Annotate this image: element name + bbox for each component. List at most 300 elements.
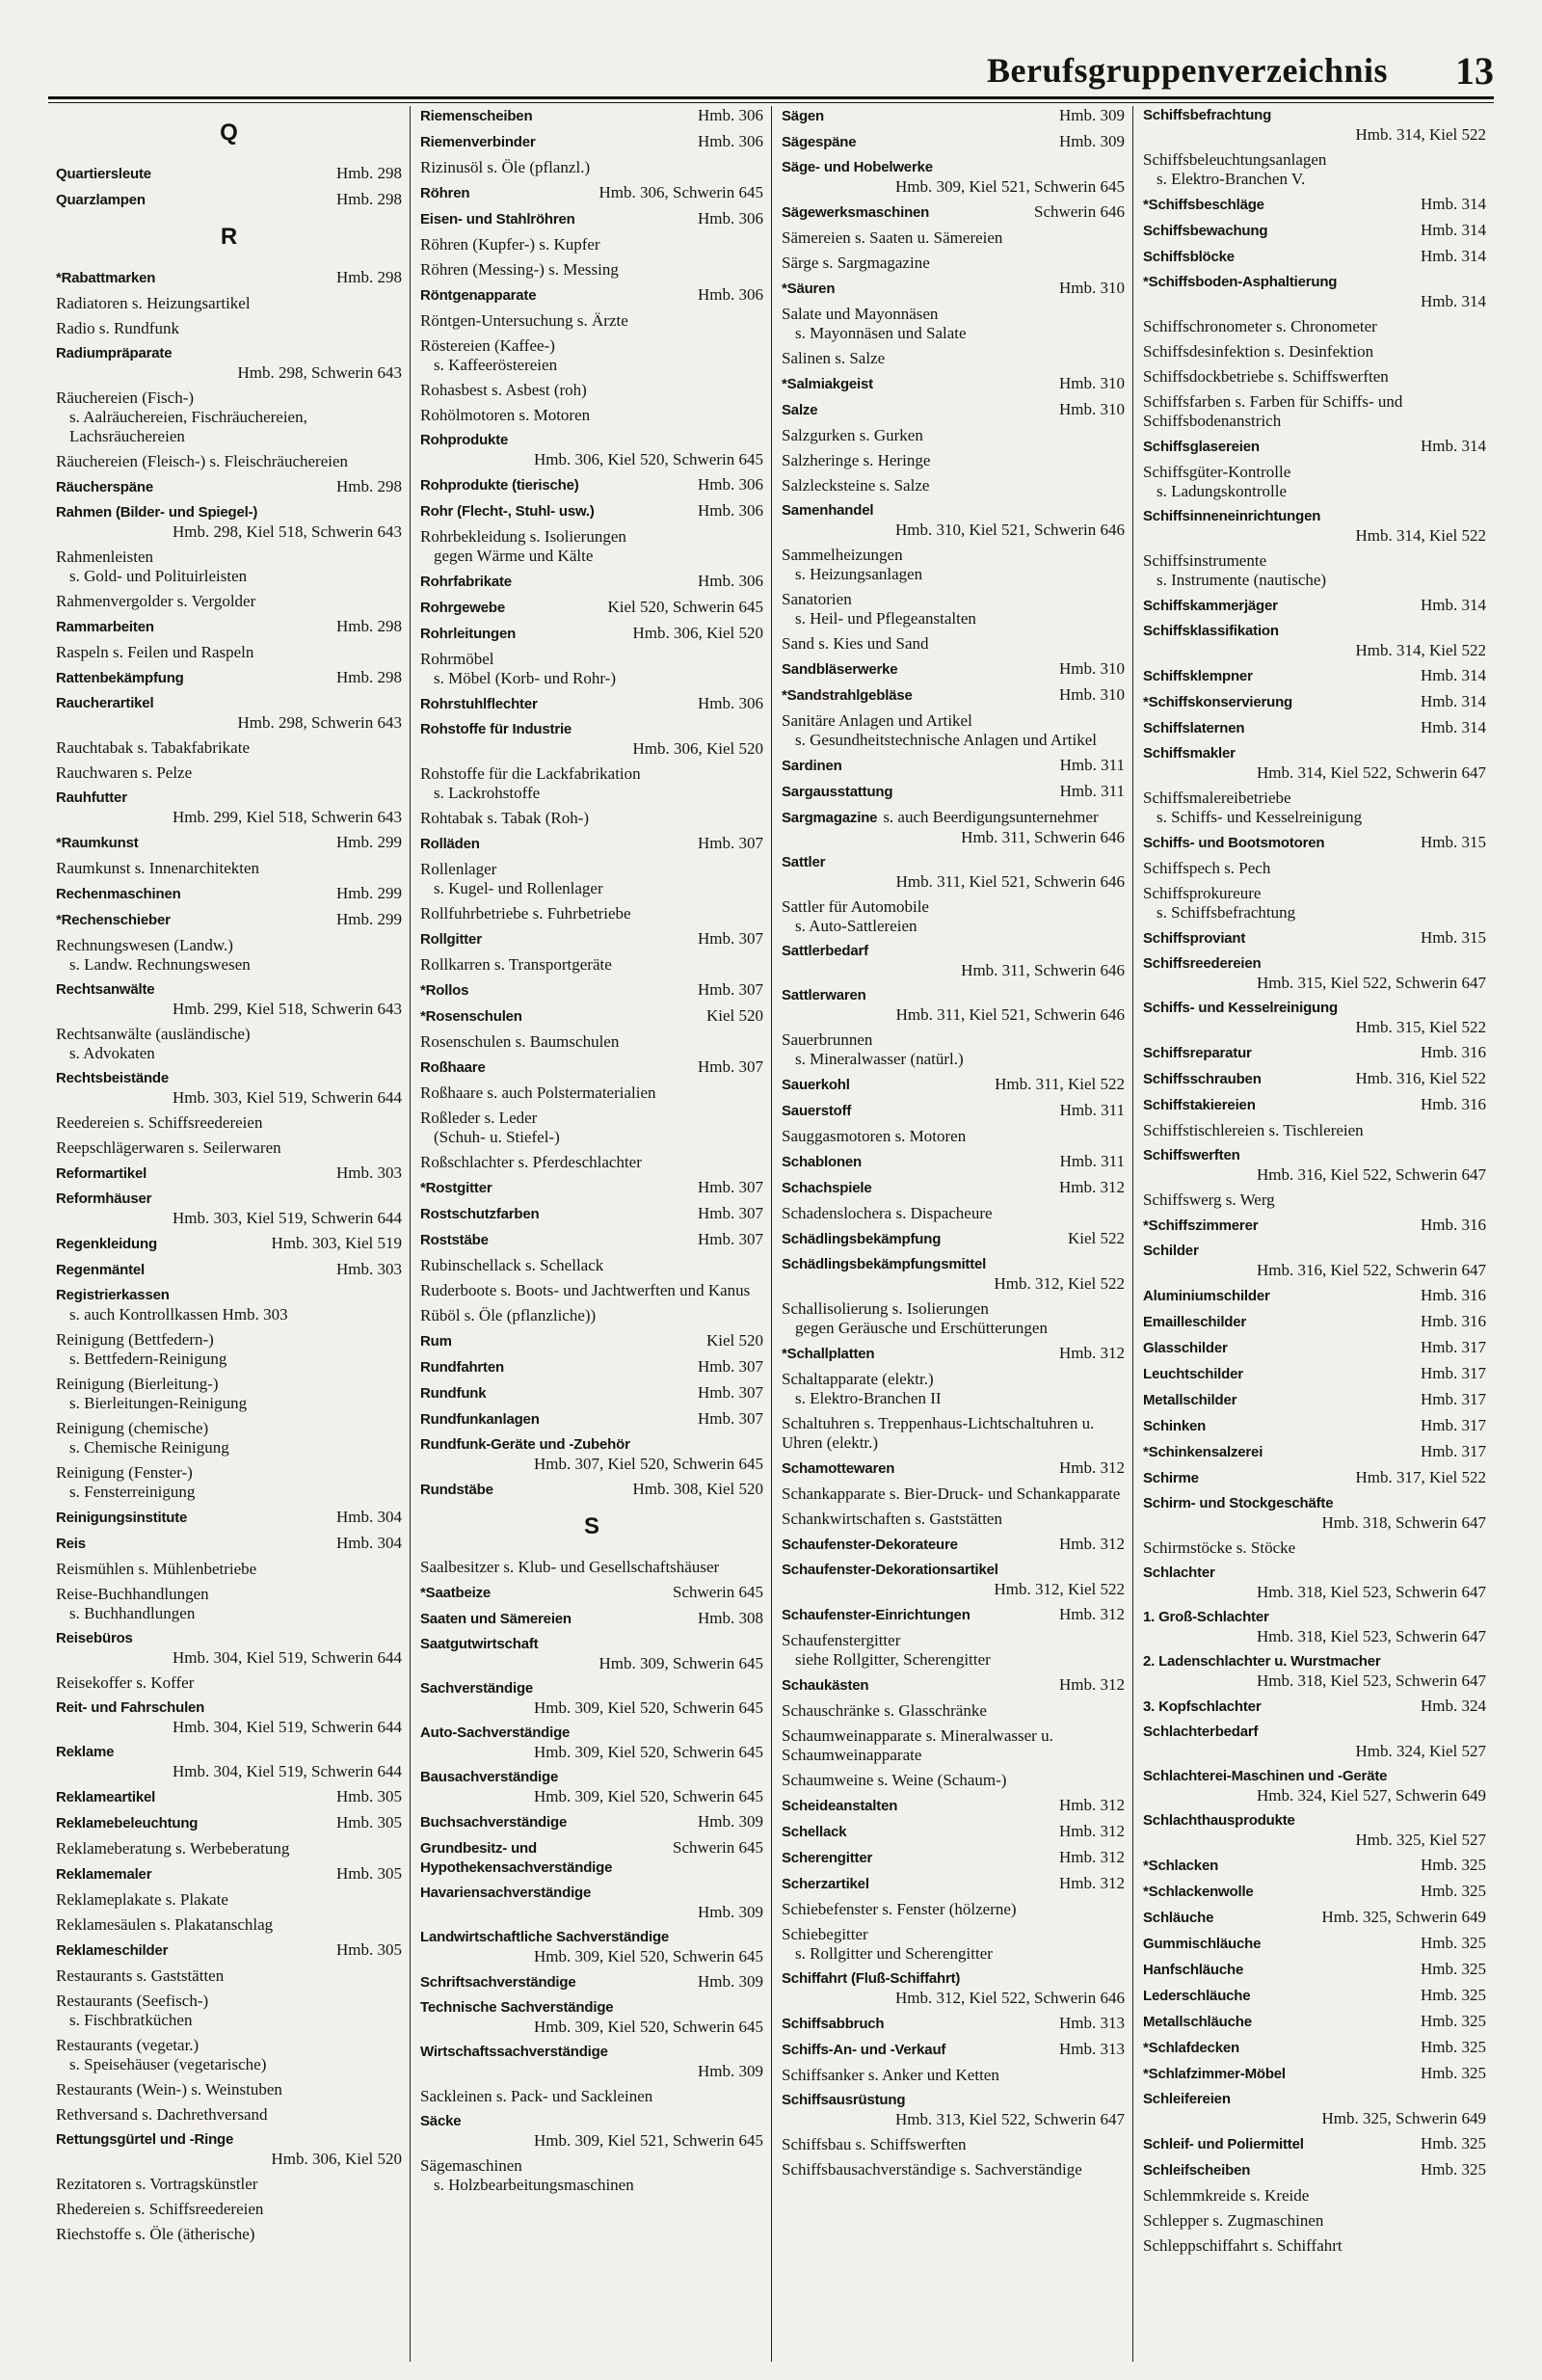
directory-entry — [1143, 744, 1486, 783]
entry-term: *Schiffszimmerer — [1143, 1217, 1259, 1234]
entry-term: Sägespäne — [782, 134, 857, 150]
entry-location: Hmb. 325 — [1421, 2134, 1486, 2153]
entry-location: Hmb. 325 — [1421, 2160, 1486, 2179]
directory-entry — [1143, 1338, 1486, 1358]
entry-subline: Hmb. 324, Kiel 527, Schwerin 649 — [1257, 1786, 1486, 1805]
entry-line — [1143, 1856, 1486, 1876]
directory-entry — [1143, 2186, 1486, 2206]
entry-term: Schlachterei-Maschinen und -Geräte — [1143, 1768, 1388, 1784]
entry-text: Schaumweinapparate s. Mineralwasser u. Schaumweinapparate — [782, 1726, 1053, 1764]
entry-line — [420, 2156, 763, 2176]
directory-entry — [420, 572, 763, 592]
entry-line — [56, 2200, 402, 2219]
entry-line — [1143, 2236, 1486, 2256]
entry-location: Hmb. 313 — [1059, 2040, 1125, 2058]
entry-text: Schiffsinstrumente — [1143, 551, 1267, 570]
entry-line — [56, 1163, 402, 1184]
entry-line — [420, 1998, 763, 2018]
entry-line — [1143, 596, 1486, 616]
entry-line — [56, 1113, 402, 1133]
directory-entry — [782, 986, 1125, 1025]
directory-entry — [1143, 2038, 1486, 2058]
entry-line — [420, 1812, 763, 1832]
directory-entry — [782, 279, 1125, 299]
entry-location: Hmb. 325 — [1421, 1986, 1486, 2004]
entry-term: *Schiffsboden-Asphaltierung — [1143, 274, 1338, 290]
entry-subline: s. Heizungsanlagen — [795, 565, 923, 583]
entry-term: Scherengitter — [782, 1850, 873, 1866]
entry-line — [56, 910, 402, 930]
entry-line — [420, 1972, 763, 1992]
entry-term: Sargmagazine — [782, 810, 878, 826]
directory-entry — [1143, 1095, 1486, 1115]
page-number: 13 — [1455, 49, 1494, 93]
entry-line — [56, 1463, 402, 1483]
entry-term: Gummischläuche — [1143, 1936, 1262, 1952]
directory-entry — [56, 1069, 402, 1108]
entry-line — [420, 1838, 763, 1878]
entry-line — [782, 1631, 1125, 1650]
entry-term: Schädlingsbekämpfung — [782, 1231, 942, 1247]
entry-subline: Hmb. 318, Kiel 523, Schwerin 647 — [1257, 1671, 1486, 1690]
entry-location: Hmb. 311, Kiel 522 — [995, 1075, 1125, 1093]
directory-entry — [56, 694, 402, 733]
entry-line — [56, 344, 402, 363]
entry-line — [782, 1344, 1125, 1364]
entry-location: Hmb. 325 — [1421, 2064, 1486, 2082]
entry-line — [1143, 1652, 1486, 1671]
entry-location: Kiel 522 — [1067, 1229, 1125, 1247]
entry-text: Schiffspech s. Pech — [1143, 859, 1271, 877]
entry-term: Rundfunkanlagen — [420, 1411, 540, 1428]
directory-entry — [420, 1812, 763, 1832]
entry-subline: s. Bierleitungen-Reinigung — [69, 1394, 248, 1412]
entry-term: Schriftsachverständige — [420, 1974, 576, 1991]
directory-entry — [782, 1414, 1125, 1453]
entry-text: Rechnungswesen (Landw.) — [56, 936, 233, 954]
entry-line — [1143, 2211, 1486, 2231]
entry-subline: Hmb. 306, Kiel 520 — [271, 2150, 402, 2168]
entry-location: Hmb. 314 — [1421, 247, 1486, 265]
entry-line — [1143, 195, 1486, 215]
entry-term: Roßhaare — [420, 1059, 486, 1076]
entry-subline: Hmb. 314 — [1421, 292, 1486, 310]
entry-term: Reformartikel — [56, 1165, 147, 1182]
entry-line — [782, 254, 1125, 273]
entry-term: Sargausstattung — [782, 784, 893, 800]
directory-entry — [782, 634, 1125, 654]
entry-term: *Schinkensalzerei — [1143, 1444, 1263, 1460]
entry-term: Schiffs- und Bootsmotoren — [1143, 835, 1325, 851]
directory-entry — [56, 833, 402, 853]
section-letter: R — [220, 224, 238, 250]
entry-line — [420, 955, 763, 975]
entry-term: Schiffsklempner — [1143, 668, 1253, 684]
entry-term: Salze — [782, 402, 818, 418]
entry-term: Rettungsgürtel und -Ringe — [56, 2131, 234, 2148]
entry-text: Schiffsdesinfektion s. Desinfektion — [1143, 342, 1374, 361]
entry-term: *Raumkunst — [56, 835, 139, 851]
directory-entry — [1143, 833, 1486, 853]
directory-entry — [56, 936, 402, 975]
entry-location: Hmb. 307 — [698, 1383, 763, 1402]
entry-subline: s. Mayonnäsen und Salate — [795, 324, 967, 342]
directory-entry — [56, 592, 402, 611]
directory-entry — [420, 2087, 763, 2106]
entry-location: Hmb. 307 — [698, 834, 763, 852]
directory-entry — [420, 1838, 763, 1878]
entry-subline: s. Fischbratküchen — [69, 2011, 193, 2029]
directory-entry — [420, 955, 763, 975]
entry-line — [1143, 999, 1486, 1018]
entry-subline: Hmb. 306, Kiel 520 — [632, 739, 763, 758]
entry-term: Rolläden — [420, 836, 480, 852]
entry-text: Schaumweine s. Weine (Schaum-) — [782, 1771, 1007, 1789]
entry-line — [782, 546, 1125, 565]
entry-text: Reinigung (Bettfedern-) — [56, 1330, 214, 1349]
entry-text: Sanitäre Anlagen und Artikel — [782, 711, 972, 730]
entry-location: Hmb. 312 — [1059, 1874, 1125, 1892]
directory-entry — [56, 1940, 402, 1961]
directory-entry — [1143, 551, 1486, 590]
directory-entry — [1143, 622, 1486, 660]
entry-text: Schaufenstergitter — [782, 1631, 901, 1649]
directory-entry — [782, 374, 1125, 394]
entry-line — [56, 1069, 402, 1088]
entry-subline: s. Mineralwasser (natürl.) — [795, 1050, 964, 1068]
entry-text: Reise-Buchhandlungen — [56, 1585, 209, 1603]
entry-text: Schallisolierung s. Isolierungen — [782, 1299, 989, 1318]
directory-entry — [56, 763, 402, 783]
directory-entry — [1143, 928, 1486, 949]
entry-term: Schläuche — [1143, 1910, 1214, 1926]
directory-entry — [782, 106, 1125, 126]
directory-entry — [782, 1255, 1125, 1294]
entry-line — [1143, 2090, 1486, 2109]
entry-text: Rechtsanwälte (ausländische) — [56, 1025, 251, 1043]
directory-entry — [420, 1609, 763, 1629]
entry-text: Sattler für Automobile — [782, 897, 929, 916]
entry-subline: s. Holzbearbeitungsmaschinen — [434, 2176, 634, 2194]
entry-term: *Säuren — [782, 281, 836, 297]
entry-subline: s. Kugel- und Rollenlager — [434, 879, 603, 897]
entry-term: Quarzlampen — [56, 192, 146, 208]
directory-entry — [1143, 666, 1486, 686]
entry-term: Räucherspäne — [56, 479, 153, 495]
directory-entry — [782, 2066, 1125, 2085]
entry-text: Sand s. Kies und Sand — [782, 634, 929, 653]
entry-line — [56, 452, 402, 471]
directory-entry — [420, 1409, 763, 1430]
entry-text: Reinigung (chemische) — [56, 1419, 209, 1437]
directory-entry — [1143, 463, 1486, 501]
entry-term: Buchsachverständige — [420, 1814, 568, 1831]
entry-text: Schiffsbau s. Schiffswerften — [782, 2135, 967, 2153]
entry-line — [56, 503, 402, 522]
entry-line — [420, 1109, 763, 1128]
entry-term: Sägen — [782, 108, 825, 124]
directory-entry — [420, 1679, 763, 1718]
entry-line — [1143, 2038, 1486, 2058]
entry-term: Röntgenapparate — [420, 287, 537, 304]
entry-line — [782, 1510, 1125, 1529]
entry-line — [1143, 718, 1486, 738]
directory-entry — [1143, 1416, 1486, 1436]
entry-location: Hmb. 312 — [1059, 1344, 1125, 1362]
entry-text: Saalbesitzer s. Klub- und Gesellschaftshäuser — [420, 1558, 720, 1576]
entry-line — [1143, 1468, 1486, 1488]
entry-term: Säcke — [420, 2113, 462, 2129]
entry-line — [56, 2175, 402, 2194]
entry-line — [782, 590, 1125, 609]
directory-entry — [420, 1884, 763, 1922]
entry-term: Schiffsbewachung — [1143, 223, 1268, 239]
directory-entry — [56, 1890, 402, 1910]
entry-location: Hmb. 307 — [698, 1409, 763, 1428]
entry-line — [56, 1864, 402, 1885]
entry-term: Metallschilder — [1143, 1392, 1237, 1408]
entry-text: Rollfuhrbetriebe s. Fuhrbetriebe — [420, 904, 631, 923]
entry-text: Salinen s. Salze — [782, 349, 886, 367]
entry-text: Sanatorien — [782, 590, 852, 608]
directory-entry — [420, 1153, 763, 1172]
entry-subline: Hmb. 314, Kiel 522 — [1355, 125, 1486, 144]
entry-line — [56, 738, 402, 758]
directory-entry — [782, 1458, 1125, 1479]
entry-term: Schiffs-An- und -Verkauf — [782, 2042, 946, 2058]
entry-line — [56, 936, 402, 955]
directory-entry — [56, 859, 402, 878]
directory-entry — [420, 336, 763, 375]
directory-entry — [56, 1992, 402, 2030]
entry-term: Rohr (Flecht-, Stuhl- usw.) — [420, 503, 595, 520]
entry-line — [420, 235, 763, 254]
directory-entry — [420, 1383, 763, 1404]
entry-location: Hmb. 305 — [336, 1864, 402, 1883]
entry-text: Roßschlachter s. Pferdeschlachter — [420, 1153, 642, 1171]
directory-entry — [1143, 859, 1486, 878]
directory-entry — [420, 1083, 763, 1103]
directory-entry — [56, 1534, 402, 1554]
directory-entry — [420, 1230, 763, 1250]
directory-entry — [1143, 1286, 1486, 1306]
entry-line — [1143, 1538, 1486, 1558]
entry-text: Schaltuhren s. Treppenhaus-Lichtschaltuhren u. Uhren (elektr.) — [782, 1414, 1095, 1452]
entry-text: Schauschränke s. Glasschränke — [782, 1701, 987, 1720]
entry-text: Radio s. Rundfunk — [56, 319, 179, 337]
entry-line — [782, 1701, 1125, 1721]
entry-text: Schiebefenster s. Fenster (hölzerne) — [782, 1900, 1017, 1918]
entry-term: *Rollos — [420, 982, 469, 999]
entry-subline: Hmb. 299, Kiel 518, Schwerin 643 — [173, 808, 402, 826]
entry-location: Hmb. 306 — [698, 209, 763, 227]
entry-line — [56, 1743, 402, 1762]
entry-term: Sägewerksmaschinen — [782, 204, 930, 221]
directory-entry — [420, 904, 763, 923]
entry-term: Scheideanstalten — [782, 1798, 898, 1814]
entry-location: Hmb. 314 — [1421, 221, 1486, 239]
entry-location: Hmb. 311 — [1059, 782, 1125, 800]
entry-line — [56, 1992, 402, 2011]
entry-text: Rohrmöbel — [420, 650, 494, 668]
entry-subline: Hmb. 312, Kiel 522 — [994, 1274, 1125, 1293]
entry-term: Leuchtschilder — [1143, 1366, 1243, 1382]
entry-line — [782, 2091, 1125, 2110]
directory-entry — [56, 2175, 402, 2194]
directory-entry — [420, 106, 763, 126]
entry-line — [782, 1605, 1125, 1625]
directory-entry — [1143, 2064, 1486, 2084]
entry-line — [782, 132, 1125, 152]
entry-line — [1143, 1312, 1486, 1332]
entry-line — [56, 1190, 402, 1209]
entry-subline: Hmb. 314, Kiel 522, Schwerin 647 — [1257, 763, 1486, 782]
entry-subline: s. Möbel (Korb- und Rohr-) — [434, 669, 616, 687]
entry-line — [420, 624, 763, 644]
entry-line — [420, 1204, 763, 1224]
entry-line — [782, 228, 1125, 248]
directory-entry — [420, 1057, 763, 1078]
directory-entry — [56, 1138, 402, 1158]
directory-entry — [420, 1768, 763, 1806]
entry-location: Hmb. 309 — [698, 1812, 763, 1831]
entry-text: Reepschlägerwaren s. Seilerwaren — [56, 1138, 281, 1157]
entry-line — [420, 1153, 763, 1172]
directory-entry — [420, 1928, 763, 1966]
entry-line — [56, 1839, 402, 1859]
entry-line — [56, 477, 402, 497]
entry-location: Hmb. 306 — [698, 475, 763, 494]
directory-entry — [420, 527, 763, 566]
directory-entry — [1143, 273, 1486, 311]
entry-line — [420, 2043, 763, 2062]
directory-entry — [420, 2112, 763, 2151]
entry-text: Rizinusöl s. Öle (pflanzl.) — [420, 158, 591, 176]
entry-line — [1143, 1146, 1486, 1165]
entry-term: Reinigungsinstitute — [56, 1510, 188, 1526]
entry-line — [782, 1874, 1125, 1894]
entry-location: Hmb. 314 — [1421, 195, 1486, 213]
entry-text: Rauchtabak s. Tabakfabrikate — [56, 738, 250, 757]
entry-term: Rauhfutter — [56, 789, 127, 806]
entry-line — [1143, 367, 1486, 387]
entry-location: Hmb. 309 — [698, 1972, 763, 1991]
entry-location: Hmb. 311 — [1059, 1152, 1125, 1170]
entry-term: Grundbesitz- und Hypothekensachverständige — [420, 1840, 613, 1876]
directory-entry — [1143, 367, 1486, 387]
entry-text: Salzlecksteine s. Salze — [782, 476, 930, 495]
entry-line — [420, 527, 763, 547]
directory-entry — [782, 1535, 1125, 1555]
directory-entry — [420, 475, 763, 495]
entry-subline: s. Advokaten — [69, 1044, 155, 1062]
directory-entry — [782, 942, 1125, 980]
directory-entry — [420, 720, 763, 759]
entry-line — [56, 1234, 402, 1254]
entry-line — [1143, 2012, 1486, 2032]
entry-location: Hmb. 303 — [336, 1260, 402, 1278]
entry-text: s. auch Beerdigungsunternehmer — [883, 808, 1099, 826]
entry-line — [420, 694, 763, 714]
directory-entry — [782, 1701, 1125, 1721]
entry-subline: s. Gold- und Polituirleisten — [69, 567, 248, 585]
entry-term: Havariensachverständige — [420, 1885, 592, 1901]
entry-term: Schinken — [1143, 1418, 1207, 1434]
entry-term: Reisebüros — [56, 1630, 133, 1646]
entry-line — [782, 685, 1125, 706]
entry-location: Hmb. 312 — [1059, 1822, 1125, 1840]
column-1 — [48, 106, 410, 2362]
entry-line — [420, 260, 763, 280]
entry-line — [420, 1331, 763, 1351]
entry-term: Schleifereien — [1143, 2091, 1231, 2107]
entry-text: Schleppschiffahrt s. Schiffahrt — [1143, 2236, 1343, 2255]
directory-entry — [420, 1480, 763, 1500]
directory-entry — [1143, 1146, 1486, 1185]
directory-entry — [1143, 507, 1486, 546]
directory-entry — [1143, 1442, 1486, 1462]
entry-line — [782, 1561, 1125, 1580]
directory-entry — [420, 501, 763, 521]
entry-line — [782, 1458, 1125, 1479]
entry-line — [56, 1585, 402, 1604]
directory-entry — [56, 1463, 402, 1502]
directory-entry — [1143, 1121, 1486, 1140]
entry-location: Hmb. 317 — [1421, 1364, 1486, 1382]
entry-location: Hmb. 306 — [698, 132, 763, 150]
entry-line — [782, 1370, 1125, 1389]
entry-line — [782, 1925, 1125, 1944]
entry-term: Schaukästen — [782, 1677, 869, 1694]
entry-line — [1143, 1069, 1486, 1089]
directory-entry — [56, 388, 402, 446]
directory-entry — [782, 1299, 1125, 1338]
entry-line — [782, 501, 1125, 521]
entry-subline: Hmb. 303, Kiel 519, Schwerin 644 — [173, 1209, 402, 1227]
entry-term: Rammarbeiten — [56, 619, 154, 635]
entry-term: Sardinen — [782, 758, 842, 774]
directory-entry — [1143, 1069, 1486, 1089]
entry-location: Hmb. 307 — [698, 1178, 763, 1196]
directory-entry — [420, 1306, 763, 1325]
entry-subline: s. Schiffs- und Kesselreinigung — [1156, 808, 1363, 826]
entry-location: Hmb. 316 — [1421, 1095, 1486, 1113]
entry-text: Rohasbest s. Asbest (roh) — [420, 381, 587, 399]
entry-text: Schankapparate s. Bier-Druck- und Schankapparate — [782, 1484, 1121, 1503]
entry-line — [420, 158, 763, 177]
entry-line — [56, 1560, 402, 1579]
entry-subline: Hmb. 315, Kiel 522, Schwerin 647 — [1257, 974, 1486, 992]
entry-location: Hmb. 306, Kiel 520 — [632, 624, 763, 642]
entry-term: Schaufenster-Dekorateure — [782, 1537, 958, 1553]
entry-line — [1143, 2160, 1486, 2180]
entry-text: Roßhaare s. auch Polstermaterialien — [420, 1083, 656, 1102]
directory-entry — [420, 1558, 763, 1577]
entry-line — [420, 650, 763, 669]
entry-location: Hmb. 312 — [1059, 1848, 1125, 1866]
entry-term: 2. Ladenschlachter u. Wurstmacher — [1143, 1653, 1381, 1670]
entry-term: *Schlacken — [1143, 1858, 1219, 1874]
entry-text: Rauchwaren s. Pelze — [56, 763, 193, 782]
entry-location: Hmb. 314 — [1421, 718, 1486, 736]
directory-entry — [782, 1510, 1125, 1529]
entry-text: Schiffsfarben s. Farben für Schiffs- und Schiffsbodenanstrich — [1143, 392, 1403, 430]
entry-location: Schwerin 645 — [673, 1583, 763, 1601]
directory-entry — [1143, 317, 1486, 336]
directory-entry — [56, 268, 402, 288]
entry-line — [782, 1969, 1125, 1989]
entry-line — [1143, 954, 1486, 974]
